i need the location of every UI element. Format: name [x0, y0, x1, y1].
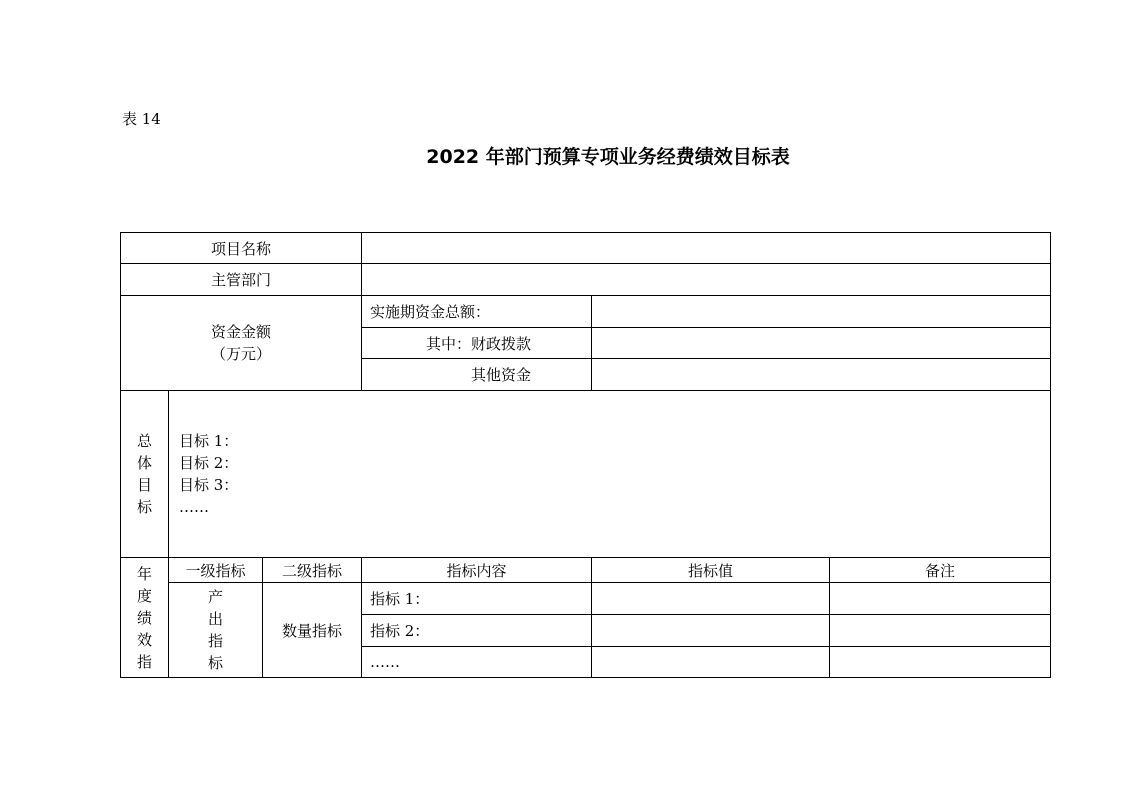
- quantity-indicator-label: 数量指标: [263, 583, 362, 678]
- fund-fiscal-label: 其中：财政拨款: [362, 328, 592, 359]
- overall-goal-content[interactable]: [169, 391, 1051, 558]
- indicator-value-cell[interactable]: [592, 615, 830, 647]
- fund-other-value[interactable]: [592, 359, 1051, 391]
- fund-total-label: 实施期资金总额：: [362, 296, 592, 328]
- overall-goal-char: 总: [136, 432, 152, 450]
- indicator-item: 指标 1：: [362, 583, 592, 615]
- annual-label-char: 年: [136, 564, 152, 583]
- department-label: 主管部门: [121, 264, 362, 296]
- project-name-label: 项目名称: [121, 233, 362, 264]
- overall-goal-char: 体: [136, 454, 152, 472]
- department-value[interactable]: [362, 264, 1051, 296]
- header-value: 指标值: [592, 558, 830, 583]
- table-number: 表 14: [122, 110, 161, 128]
- header-level1: 一级指标: [169, 558, 263, 583]
- goal-line: 目标 3：: [179, 476, 239, 494]
- output-label-char: 出: [207, 610, 223, 628]
- annual-label-char: 指: [136, 652, 152, 671]
- fund-amount-label: [121, 296, 362, 391]
- output-label-char: 标: [207, 654, 223, 672]
- goal-line: 目标 1：: [179, 432, 239, 450]
- header-content: 指标内容: [362, 558, 592, 583]
- project-name-value[interactable]: [362, 233, 1051, 264]
- annual-label-char: 绩: [136, 608, 152, 627]
- fund-other-label: 其他资金: [362, 359, 592, 391]
- indicator-remark-cell[interactable]: [830, 583, 1051, 615]
- overall-goal-char: 标: [136, 498, 152, 516]
- goal-line: 目标 2：: [179, 454, 239, 472]
- output-label-char: 产: [207, 588, 223, 606]
- header-level2: 二级指标: [263, 558, 362, 583]
- indicator-item: ……: [362, 647, 592, 678]
- output-indicator-label: [169, 583, 263, 678]
- performance-goal-table: [120, 232, 1051, 678]
- indicator-value-cell[interactable]: [592, 583, 830, 615]
- goal-line: ……: [179, 498, 209, 516]
- page-title: 2022 年部门预算专项业务经费绩效目标表: [426, 146, 790, 168]
- indicator-item: 指标 2：: [362, 615, 592, 647]
- overall-goal-char: 目: [136, 476, 152, 494]
- fund-total-value[interactable]: [592, 296, 1051, 328]
- fund-fiscal-value[interactable]: [592, 328, 1051, 359]
- annual-label-char: 度: [136, 586, 152, 605]
- header-remark: 备注: [830, 558, 1051, 583]
- indicator-remark-cell[interactable]: [830, 647, 1051, 678]
- fund-amount-label-line2: （万元）: [210, 345, 271, 363]
- annual-indicator-label: [121, 558, 169, 678]
- fund-amount-label-line1: 资金金额: [210, 323, 271, 341]
- output-label-char: 指: [207, 632, 223, 650]
- overall-goal-label: [121, 391, 169, 558]
- indicator-value-cell[interactable]: [592, 647, 830, 678]
- annual-label-char: 效: [136, 630, 152, 649]
- indicator-remark-cell[interactable]: [830, 615, 1051, 647]
